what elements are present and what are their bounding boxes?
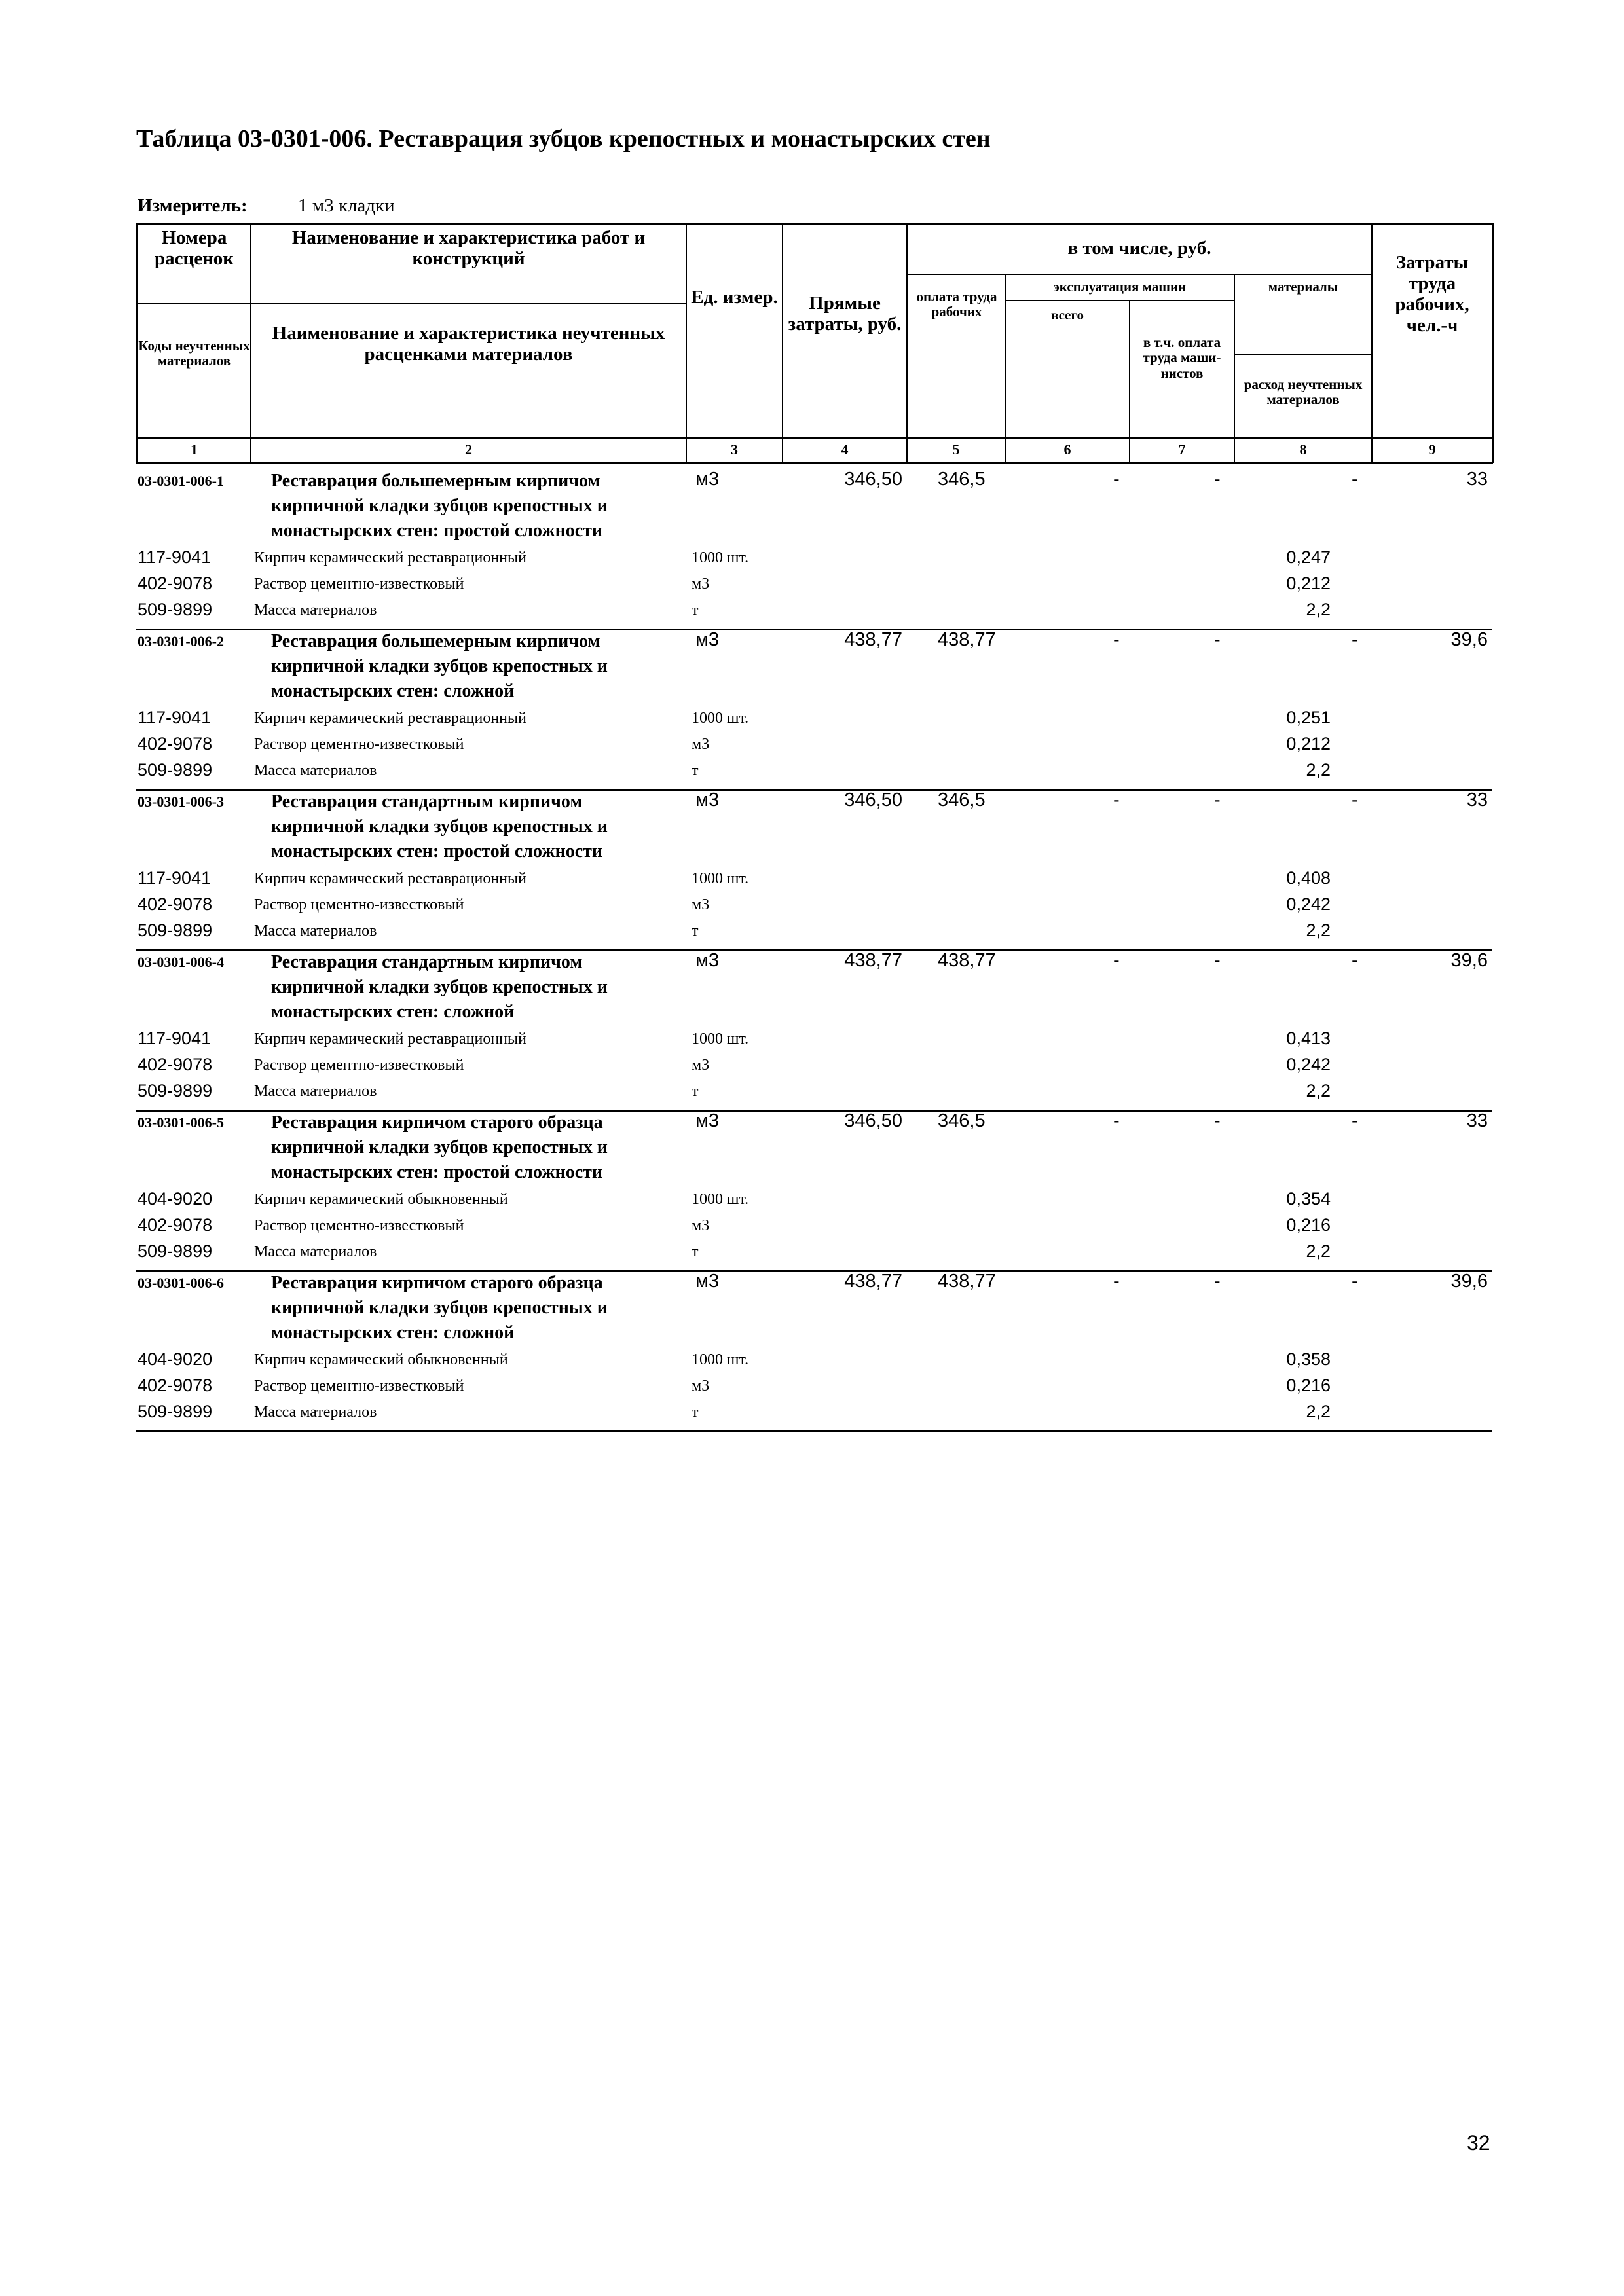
- materials-cost: -: [1352, 1110, 1358, 1131]
- material-unit: м3: [692, 1057, 710, 1074]
- material-qty: 0,216: [1286, 1376, 1331, 1395]
- material-unit: 1000 шт.: [692, 1191, 749, 1208]
- machinists-pay: -: [1214, 1271, 1221, 1292]
- col-number: 7: [1178, 441, 1186, 458]
- col-number: 5: [952, 441, 960, 458]
- materials-cost: -: [1352, 950, 1358, 971]
- material-qty: 2,2: [1306, 920, 1331, 940]
- unit-value: м3: [695, 1271, 720, 1292]
- material-unit: т: [692, 762, 699, 779]
- material-qty: 0,212: [1286, 734, 1331, 754]
- work-name: Реставрация большемерным кирпичом кирпичной кладки зубцов крепостных и монастырских стен: простой сложности: [271, 471, 608, 541]
- material-name: Кирпич керамический реставрационный: [254, 710, 526, 727]
- material-name: Масса материалов: [254, 1083, 377, 1100]
- material-unit: м3: [692, 896, 710, 913]
- material-code: 402-9078: [138, 574, 213, 593]
- header-material-name: Наименование и характеристика неучтенных расценками материалов: [272, 323, 665, 365]
- machinists-pay: -: [1214, 629, 1221, 650]
- material-qty: 0,212: [1286, 574, 1331, 593]
- material-code: 402-9078: [138, 1055, 213, 1074]
- header-rate-numbers: Номера расценок: [155, 227, 234, 269]
- material-code: 402-9078: [138, 894, 213, 914]
- direct-cost: 346,50: [844, 469, 902, 490]
- header-labor-hours: Затраты труда рабочих, чел.-ч: [1395, 252, 1469, 336]
- machines-total: -: [1113, 629, 1120, 650]
- material-unit: 1000 шт.: [692, 870, 749, 887]
- labor-pay: 346,5: [938, 790, 986, 811]
- col-number: 4: [841, 441, 849, 458]
- material-unit: 1000 шт.: [692, 1030, 749, 1048]
- machines-total: -: [1113, 1271, 1120, 1292]
- material-name: Масса материалов: [254, 1243, 377, 1260]
- material-unit: т: [692, 1243, 699, 1260]
- material-qty: 2,2: [1306, 1241, 1331, 1261]
- material-qty: 0,354: [1286, 1189, 1331, 1209]
- machines-total: -: [1113, 469, 1120, 490]
- material-name: Масса материалов: [254, 762, 377, 779]
- unit-value: м3: [695, 469, 720, 490]
- direct-cost: 438,77: [844, 629, 902, 650]
- row-separator: [136, 1430, 1492, 1432]
- material-name: Кирпич керамический реставрационный: [254, 549, 526, 566]
- material-name: Масса материалов: [254, 922, 377, 939]
- direct-cost: 438,77: [844, 1271, 902, 1292]
- page-number: 32: [1467, 2131, 1490, 2155]
- labor-hours: 33: [1466, 1110, 1488, 1131]
- materials-cost: -: [1352, 469, 1358, 490]
- table-title: Таблица 03-0301-006. Реставрация зубцов крепостных и монастырских стен: [136, 125, 991, 153]
- material-qty: 0,216: [1286, 1215, 1331, 1235]
- material-unit: т: [692, 922, 699, 939]
- direct-cost: 438,77: [844, 950, 902, 971]
- material-name: Раствор цементно-известковый: [254, 1217, 464, 1234]
- col-number: 9: [1428, 441, 1436, 458]
- machinists-pay: -: [1214, 469, 1221, 490]
- measure-line: [138, 195, 395, 217]
- material-qty: 0,358: [1286, 1349, 1331, 1369]
- unit-value: м3: [695, 950, 720, 971]
- material-name: Кирпич керамический обыкновенный: [254, 1351, 508, 1368]
- rate-code: 03-0301-006-4: [138, 954, 224, 970]
- header-machinists-pay: в т.ч. оплата труда маши-нистов: [1143, 335, 1221, 381]
- material-code: 402-9078: [138, 1215, 213, 1235]
- measure-value: 1 м3 кладки: [298, 195, 395, 216]
- labor-hours: 39,6: [1450, 1271, 1488, 1292]
- unit-value: м3: [695, 629, 720, 650]
- material-qty: 2,2: [1306, 1081, 1331, 1101]
- rate-code: 03-0301-006-6: [138, 1275, 224, 1291]
- material-unit: 1000 шт.: [692, 549, 749, 566]
- labor-hours: 39,6: [1450, 629, 1488, 650]
- work-name: Реставрация большемерным кирпичом кирпичной кладки зубцов крепостных и монастырских стен: сложной: [271, 631, 608, 701]
- material-unit: т: [692, 1404, 699, 1421]
- machinists-pay: -: [1214, 950, 1221, 971]
- material-code: 509-9899: [138, 760, 213, 780]
- materials-cost: -: [1352, 790, 1358, 811]
- material-code: 117-9041: [138, 868, 212, 888]
- material-code: 509-9899: [138, 1081, 213, 1101]
- material-name: Раствор цементно-известковый: [254, 896, 464, 913]
- header-material-codes: Коды неучтенных материалов: [138, 337, 250, 369]
- work-name: Реставрация стандартным кирпичом кирпичной кладки зубцов крепостных и монастырских стен: простой сложности: [271, 792, 608, 862]
- material-code: 509-9899: [138, 1241, 213, 1261]
- col-number: 2: [465, 441, 472, 458]
- material-qty: 0,251: [1286, 708, 1331, 727]
- rate-code: 03-0301-006-1: [138, 473, 224, 489]
- machinists-pay: -: [1214, 1110, 1221, 1131]
- material-name: Раствор цементно-известковый: [254, 1377, 464, 1394]
- material-code: 509-9899: [138, 1402, 213, 1421]
- material-code: 509-9899: [138, 600, 213, 619]
- labor-pay: 438,77: [938, 950, 996, 971]
- header-machines: эксплуатация машин: [1053, 279, 1187, 295]
- unit-value: м3: [695, 790, 720, 811]
- header-group-rub: в том числе, руб.: [1067, 238, 1211, 259]
- labor-hours: 39,6: [1450, 950, 1488, 971]
- material-code: 402-9078: [138, 1376, 213, 1395]
- col-number: 6: [1063, 441, 1071, 458]
- work-name: Реставрация стандартным кирпичом кирпичной кладки зубцов крепостных и монастырских стен: сложной: [271, 952, 608, 1022]
- header-work-name: Наименование и характеристика работ и конструкций: [291, 227, 646, 269]
- material-qty: 2,2: [1306, 760, 1331, 780]
- labor-pay: 346,5: [938, 1110, 986, 1131]
- material-unit: м3: [692, 1377, 710, 1394]
- machines-total: -: [1113, 1110, 1120, 1131]
- header-direct-costs: Прямые затраты, руб.: [788, 293, 902, 335]
- work-name: Реставрация кирпичом старого образца кирпичной кладки зубцов крепостных и монастырских стен: простой сложности: [271, 1112, 608, 1182]
- material-qty: 0,408: [1286, 868, 1331, 888]
- material-code: 117-9041: [138, 547, 212, 567]
- material-unit: т: [692, 1083, 699, 1100]
- material-qty: 0,242: [1286, 894, 1331, 914]
- machinists-pay: -: [1214, 790, 1221, 811]
- material-qty: 0,413: [1286, 1029, 1331, 1048]
- material-name: Масса материалов: [254, 602, 377, 619]
- material-unit: м3: [692, 1217, 710, 1234]
- labor-pay: 346,5: [938, 469, 986, 490]
- header-materials: материалы: [1268, 279, 1338, 295]
- labor-hours: 33: [1466, 469, 1488, 490]
- material-unit: м3: [692, 575, 710, 592]
- direct-cost: 346,50: [844, 790, 902, 811]
- material-code: 402-9078: [138, 734, 213, 754]
- material-name: Раствор цементно-известковый: [254, 575, 464, 592]
- machines-total: -: [1113, 790, 1120, 811]
- direct-cost: 346,50: [844, 1110, 902, 1131]
- material-name: Раствор цементно-известковый: [254, 736, 464, 753]
- labor-pay: 438,77: [938, 1271, 996, 1292]
- col-number: 1: [191, 441, 198, 458]
- material-qty: 0,247: [1286, 547, 1331, 567]
- measure-label: Измеритель:: [138, 195, 248, 216]
- header-labor-pay: оплата труда рабочих: [916, 288, 997, 319]
- material-unit: 1000 шт.: [692, 1351, 749, 1368]
- material-unit: м3: [692, 736, 710, 753]
- rate-code: 03-0301-006-5: [138, 1114, 224, 1131]
- header-material-consumption: расход неучтенных материалов: [1244, 376, 1363, 407]
- material-code: 509-9899: [138, 920, 213, 940]
- rate-code: 03-0301-006-2: [138, 633, 224, 649]
- material-name: Кирпич керамический реставрационный: [254, 870, 526, 887]
- material-code: 117-9041: [138, 708, 212, 727]
- material-code: 117-9041: [138, 1029, 212, 1048]
- col-number: 8: [1299, 441, 1307, 458]
- material-unit: 1000 шт.: [692, 710, 749, 727]
- material-qty: 0,242: [1286, 1055, 1331, 1074]
- rate-code: 03-0301-006-3: [138, 793, 224, 810]
- material-qty: 2,2: [1306, 1402, 1331, 1421]
- labor-pay: 438,77: [938, 629, 996, 650]
- unit-value: м3: [695, 1110, 720, 1131]
- material-code: 404-9020: [138, 1349, 213, 1369]
- materials-cost: -: [1352, 1271, 1358, 1292]
- material-name: Кирпич керамический обыкновенный: [254, 1191, 508, 1208]
- material-unit: т: [692, 602, 699, 619]
- material-code: 404-9020: [138, 1189, 213, 1209]
- material-name: Кирпич керамический реставрационный: [254, 1030, 526, 1048]
- machines-total: -: [1113, 950, 1120, 971]
- work-name: Реставрация кирпичом старого образца кирпичной кладки зубцов крепостных и монастырских стен: сложной: [271, 1273, 608, 1343]
- labor-hours: 33: [1466, 790, 1488, 811]
- material-qty: 2,2: [1306, 600, 1331, 619]
- header-machines-total: всего: [1050, 307, 1084, 323]
- header-unit: Ед. измер.: [691, 287, 778, 308]
- material-name: Масса материалов: [254, 1404, 377, 1421]
- material-name: Раствор цементно-известковый: [254, 1057, 464, 1074]
- col-number: 3: [731, 441, 738, 458]
- materials-cost: -: [1352, 629, 1358, 650]
